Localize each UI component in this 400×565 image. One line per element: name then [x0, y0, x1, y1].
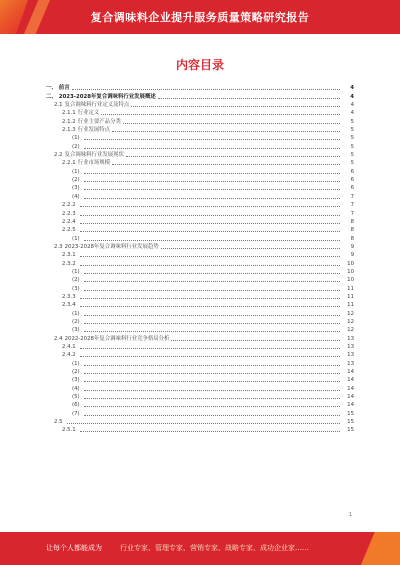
toc-entry-number: 2.4.2: [62, 352, 76, 359]
toc-entry[interactable]: [46, 418, 354, 426]
toc-entry[interactable]: [46, 184, 354, 192]
toc-heading: 内容目录: [175, 58, 224, 72]
toc-entry-page: 11: [347, 302, 354, 309]
toc-entry[interactable]: [46, 142, 354, 150]
toc-entry-page: 11: [347, 285, 354, 292]
toc-entry[interactable]: [46, 109, 354, 117]
toc-entry[interactable]: [46, 326, 354, 334]
toc-leader-dots: [84, 189, 340, 190]
toc-entry[interactable]: [46, 384, 354, 392]
toc-entry-page: 13: [347, 335, 354, 342]
footer-slogan: 让每个人都能成为: [46, 544, 102, 552]
toc-leader-dots: [80, 356, 340, 357]
toc-leader-dots: [84, 365, 340, 366]
toc-entry[interactable]: [46, 117, 354, 125]
toc-entry[interactable]: [46, 159, 354, 167]
toc-entry-number: (1): [72, 235, 80, 242]
toc-leader-dots: [84, 281, 340, 282]
toc-entry[interactable]: [46, 259, 354, 267]
toc-entry[interactable]: [46, 368, 354, 376]
toc-leader-dots: [112, 131, 340, 132]
toc-entry-number: (1): [72, 268, 80, 275]
toc-entry[interactable]: [46, 243, 354, 251]
toc-entry-label: 复合调味料行业发展现状: [64, 152, 124, 159]
toc-entry[interactable]: [46, 284, 354, 292]
toc-entry-number: (3): [72, 327, 80, 334]
toc-entry[interactable]: [46, 343, 354, 351]
toc-entry-page: 14: [347, 394, 354, 401]
toc-entry-page: 6: [350, 168, 354, 175]
toc-leader-dots: [80, 206, 340, 207]
toc-entry-label: 复合调味料行业定义及特点: [64, 102, 130, 109]
toc-entry-number: 2.2.3: [62, 210, 76, 217]
toc-leader-dots: [84, 181, 340, 182]
toc-entry[interactable]: [46, 393, 354, 401]
toc-entry-page: 8: [350, 227, 354, 234]
toc-entry-page: 15: [347, 410, 354, 417]
toc-entry[interactable]: [46, 126, 354, 134]
toc-entry-page: 4: [350, 93, 354, 100]
toc-entry[interactable]: [46, 359, 354, 367]
toc-entry-page: 5: [350, 160, 354, 167]
toc-entry-number: (3): [72, 377, 80, 384]
toc-entry-page: 12: [347, 327, 354, 334]
toc-entry-label: 行业主要产品分类: [77, 118, 121, 125]
toc-entry[interactable]: [46, 151, 354, 159]
toc-entry-number: (6): [72, 402, 80, 409]
toc-entry-number: 2.4: [54, 335, 63, 342]
toc-entry-number: 2.2.4: [62, 218, 76, 225]
toc-entry[interactable]: [46, 84, 354, 92]
toc-entry[interactable]: [46, 201, 354, 209]
toc-entry-number: (1): [72, 135, 80, 142]
toc-entry-page: 15: [347, 419, 354, 426]
toc-entry-number: (2): [72, 143, 80, 150]
toc-entry-number: 2.2.5: [62, 227, 76, 234]
toc-entry-page: 10: [347, 260, 354, 267]
toc-entry-page: 13: [347, 344, 354, 350]
toc-entry-number: (1): [72, 168, 80, 175]
toc-entry-label: 2023-2028年复合调味料行业发展趋势: [64, 243, 159, 250]
toc-entry[interactable]: [46, 234, 354, 242]
toc-leader-dots: [80, 256, 340, 257]
footer-tagline: 行业专家、管理专家、营销专家、战略专家、成功企业家……: [120, 544, 309, 552]
toc-entry-page: 10: [347, 277, 354, 284]
toc-entry[interactable]: [46, 134, 354, 142]
toc-entry-number: (4): [72, 193, 80, 200]
toc-entry-page: 15: [347, 427, 354, 434]
toc-entry[interactable]: [46, 226, 354, 234]
toc-entry-number: (3): [72, 285, 80, 292]
toc-leader-dots: [84, 398, 340, 399]
toc-entry[interactable]: [46, 376, 354, 384]
toc-entry-page: 5: [350, 118, 354, 125]
toc-entry[interactable]: [46, 167, 354, 175]
toc-entry-number: 2.3: [54, 243, 63, 250]
toc-leader-dots: [84, 139, 340, 140]
toc-leader-dots: [80, 348, 340, 349]
toc-entry-page: 14: [347, 369, 354, 376]
toc-entry-page: 5: [350, 135, 354, 142]
toc-entry-page: 7: [350, 210, 354, 217]
toc-entry-page: 8: [350, 235, 354, 242]
toc-leader-dots: [84, 315, 340, 316]
toc-leader-dots: [84, 373, 340, 374]
toc-entry-number: (7): [72, 410, 80, 417]
toc-entry-page: 8: [350, 218, 354, 225]
toc-entry-label: 行业定义: [77, 110, 100, 117]
table-of-contents: [46, 84, 354, 434]
toc-entry-number: 二、: [46, 93, 57, 100]
toc-entry[interactable]: [46, 409, 354, 417]
toc-entry-page: 5: [350, 152, 354, 159]
toc-entry-page: 14: [347, 402, 354, 409]
toc-entry-number: (2): [72, 318, 80, 325]
toc-entry[interactable]: [46, 276, 354, 284]
toc-entry-page: 6: [350, 185, 354, 192]
toc-entry-number: (1): [72, 360, 80, 367]
toc-entry-page: 9: [350, 243, 354, 250]
toc-entry-number: 2.3.2: [62, 260, 76, 267]
toc-entry-number: 2.2.2: [62, 202, 76, 209]
toc-leader-dots: [158, 98, 340, 99]
toc-leader-dots: [80, 431, 340, 432]
toc-entry-number: (3): [72, 185, 80, 192]
report-title: 复合调味料企业提升服务质量策略研究报告: [90, 11, 310, 24]
toc-entry-page: 14: [347, 385, 354, 392]
toc-leader-dots: [131, 106, 340, 107]
toc-leader-dots: [84, 323, 340, 324]
toc-leader-dots: [84, 415, 340, 416]
toc-entry-number: (5): [72, 394, 80, 401]
toc-entry-number: 一、: [46, 85, 57, 92]
toc-entry[interactable]: [46, 334, 354, 342]
toc-entry-page: 6: [350, 177, 354, 184]
toc-leader-dots: [80, 306, 340, 307]
toc-leader-dots: [84, 148, 340, 149]
toc-leader-dots: [84, 173, 340, 174]
toc-leader-dots: [171, 340, 340, 341]
toc-entry[interactable]: [46, 101, 354, 109]
toc-entry-number: (2): [72, 277, 80, 284]
toc-leader-dots: [80, 215, 340, 216]
footer-accent-stripe: [354, 532, 400, 565]
toc-entry[interactable]: [46, 209, 354, 217]
toc-entry-page: 5: [350, 143, 354, 150]
toc-entry-page: 4: [350, 110, 354, 117]
toc-entry[interactable]: [46, 309, 354, 317]
toc-entry-page: 11: [347, 293, 354, 300]
toc-entry[interactable]: [46, 351, 354, 359]
toc-entry-page: 7: [350, 202, 354, 209]
toc-entry-number: 2.3.4: [62, 302, 76, 309]
toc-entry-page: 12: [347, 318, 354, 325]
toc-leader-dots: [84, 290, 340, 291]
toc-entry-label: 行业发展特点: [77, 127, 111, 134]
toc-leader-dots: [80, 231, 340, 232]
toc-leader-dots: [126, 156, 340, 157]
toc-entry[interactable]: [46, 426, 354, 434]
toc-entry-page: 14: [347, 377, 354, 384]
toc-entry-label: 2023-2028年复合调味料行业发展概述: [58, 93, 156, 100]
toc-entry-page: 13: [347, 360, 354, 367]
toc-entry-page: 10: [347, 268, 354, 275]
toc-leader-dots: [84, 390, 340, 391]
toc-entry-page: 4: [350, 102, 354, 109]
toc-leader-dots: [84, 406, 340, 407]
toc-entry-number: 2.4.1: [62, 344, 76, 350]
toc-entry-label: 行业市场规模: [77, 160, 111, 167]
toc-leader-dots: [72, 89, 340, 90]
toc-entry-number: 2.1.3: [62, 127, 76, 134]
toc-entry[interactable]: [46, 176, 354, 184]
toc-leader-dots: [112, 164, 340, 165]
toc-entry[interactable]: [46, 218, 354, 226]
toc-entry[interactable]: [46, 251, 354, 259]
toc-entry-page: 5: [350, 127, 354, 134]
report-footer: [0, 532, 400, 565]
toc-entry-number: 2.5.1: [62, 427, 76, 434]
toc-entry-number: 2.5: [54, 419, 63, 426]
toc-entry-page: 9: [350, 252, 354, 259]
toc-entry-number: 2.3.3: [62, 293, 76, 300]
toc-entry-number: 2.1.1: [62, 110, 76, 117]
toc-leader-dots: [123, 123, 340, 124]
toc-entry[interactable]: [46, 301, 354, 309]
toc-entry-label: 前言: [58, 85, 70, 92]
toc-leader-dots: [101, 114, 340, 115]
toc-leader-dots: [84, 381, 340, 382]
toc-entry-number: 2.1: [54, 102, 63, 109]
toc-leader-dots: [80, 223, 340, 224]
toc-leader-dots: [80, 298, 340, 299]
page-number: 1: [348, 512, 352, 518]
toc-entry-number: 2.1.2: [62, 118, 76, 125]
report-header: [0, 0, 400, 34]
toc-entry[interactable]: [46, 268, 354, 276]
toc-entry-page: 7: [350, 193, 354, 200]
toc-entry-number: (2): [72, 369, 80, 376]
toc-leader-dots: [84, 331, 340, 332]
toc-leader-dots: [67, 423, 340, 424]
toc-entry[interactable]: [46, 293, 354, 301]
toc-leader-dots: [80, 265, 340, 266]
toc-entry-number: 2.2.1: [62, 160, 76, 167]
toc-entry[interactable]: [46, 92, 354, 100]
toc-entry-number: (2): [72, 177, 80, 184]
toc-entry-page: 4: [350, 85, 354, 92]
toc-entry-label: 2022-2028年复合调味料行业竞争格局分析: [64, 335, 170, 342]
toc-entry[interactable]: [46, 318, 354, 326]
toc-entry-number: (1): [72, 310, 80, 317]
toc-entry-number: 2.3.1: [62, 252, 76, 259]
toc-entry-page: 13: [347, 352, 354, 359]
toc-entry[interactable]: [46, 192, 354, 200]
toc-leader-dots: [84, 240, 340, 241]
toc-leader-dots: [84, 273, 340, 274]
toc-entry-number: 2.2: [54, 152, 63, 159]
toc-entry[interactable]: [46, 401, 354, 409]
toc-entry-page: 12: [347, 310, 354, 317]
toc-leader-dots: [84, 198, 340, 199]
toc-leader-dots: [161, 248, 340, 249]
toc-entry-number: (4): [72, 385, 80, 392]
